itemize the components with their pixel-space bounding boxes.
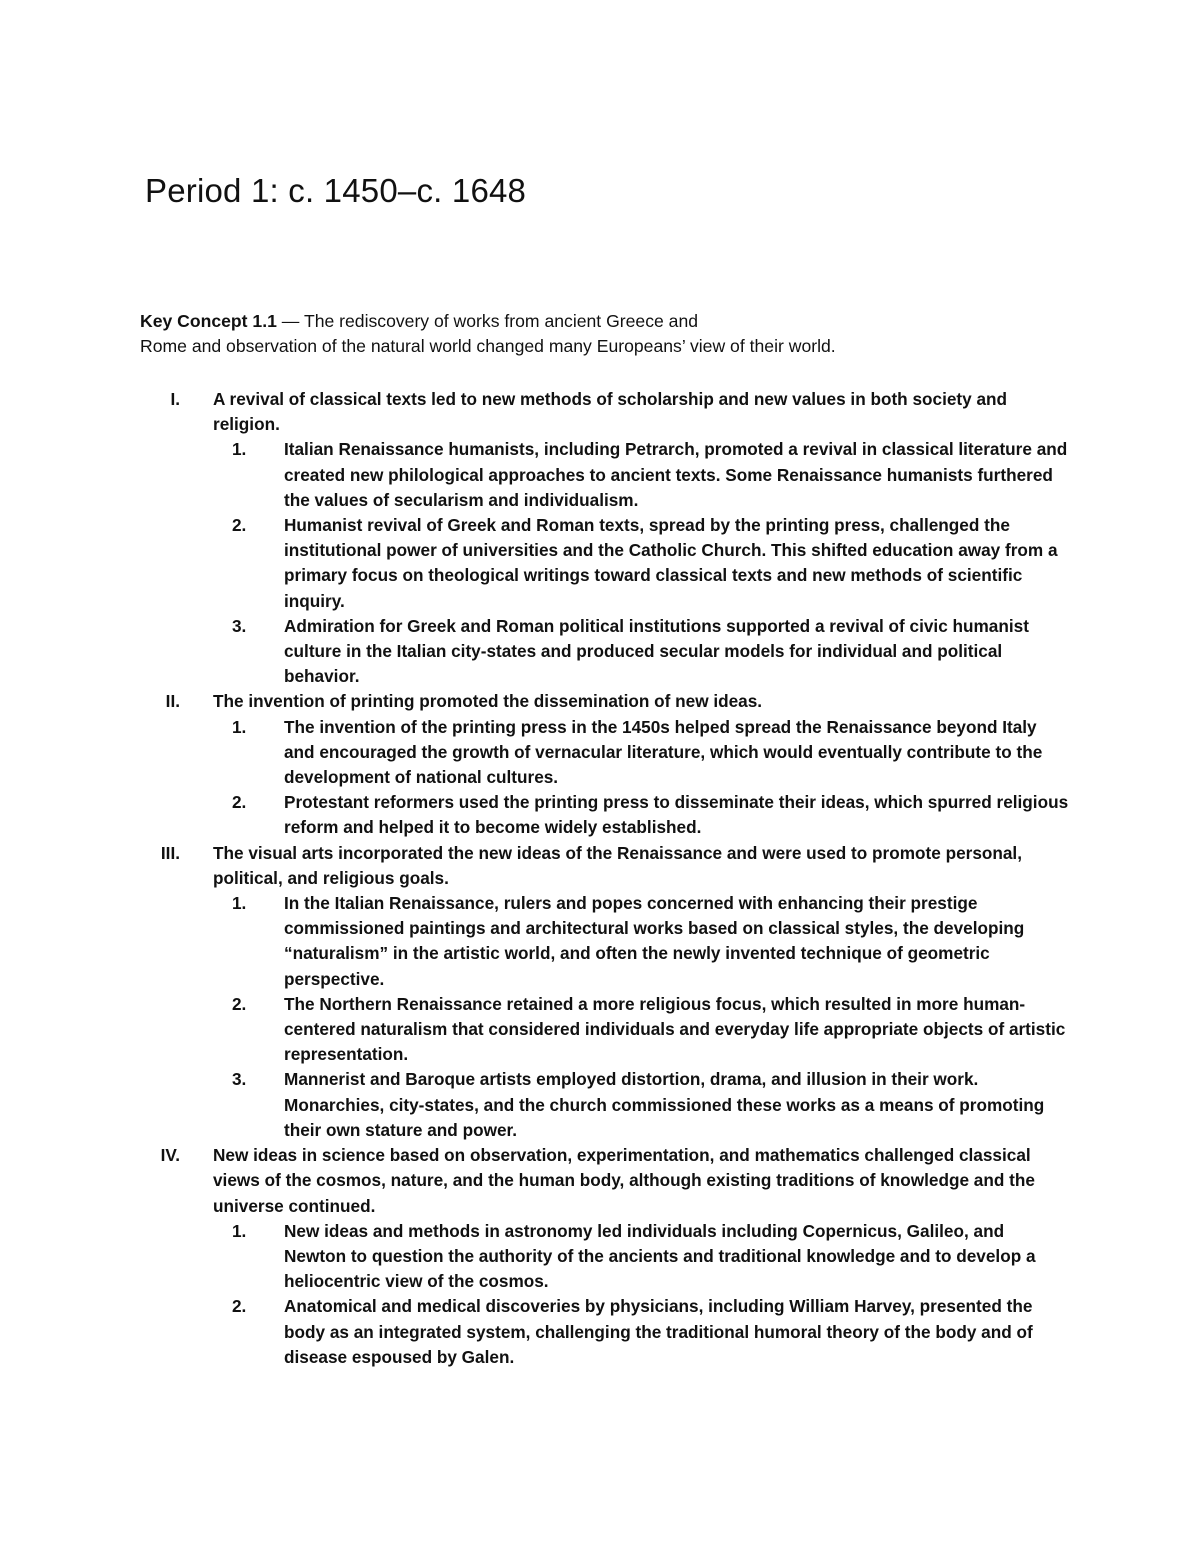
sub-item-number: 2.: [232, 1296, 247, 1317]
key-concept-intro: [140, 309, 1080, 359]
page-title: Period 1: c. 1450–c. 1648: [145, 172, 527, 209]
section-iv: [140, 1143, 1070, 1370]
sub-item-number: 1.: [232, 1220, 247, 1241]
sub-item: [213, 614, 1070, 690]
section-number: II.: [165, 691, 180, 712]
sub-item-number: 2.: [232, 993, 247, 1014]
sub-item-text: Admiration for Greek and Roman political institutions supported a revival of civic humanist culture in the Italian city-states and produced secular models for individual and political behavior.: [284, 615, 1029, 687]
sub-item-number: 1.: [232, 716, 247, 737]
sub-list: [213, 715, 1070, 841]
sub-item-number: 1.: [232, 439, 247, 460]
section-text: A revival of classical texts led to new methods of scholarship and new values in both society and religion.: [213, 389, 1008, 435]
sub-item: [213, 1294, 1070, 1370]
section-ii: [140, 689, 1070, 840]
sub-item: [213, 992, 1070, 1068]
sub-item-text: The invention of the printing press in the 1450s helped spread the Renaissance beyond Italy and encouraged the growth of vernacular literature, which would eventually contribute to the development of national cultures.: [284, 716, 1043, 788]
sub-item-text: Humanist revival of Greek and Roman texts, spread by the printing press, challenged the institutional power of universities and the Catholic Church. This shifted education away from a primary focus on theological writings toward classical texts and new methods of scientific inquiry.: [284, 515, 1058, 611]
sub-list: [213, 891, 1070, 1143]
section-text: The invention of printing promoted the dissemination of new ideas.: [213, 691, 763, 712]
sub-item-number: 2.: [232, 792, 247, 813]
sub-item-text: In the Italian Renaissance, rulers and popes concerned with enhancing their prestige commissioned paintings and architectural works based on classical styles, the developing “naturalism” in the artistic world, and often the newly invented technique of geometric perspective.: [284, 893, 1025, 989]
sub-item-text: The Northern Renaissance retained a more religious focus, which resulted in more human-centered naturalism that considered individuals and everyday life appropriate objects of artistic representation.: [284, 993, 1066, 1065]
section-i: [140, 387, 1070, 689]
sub-item-text: Protestant reformers used the printing press to disseminate their ideas, which spurred religious reform and helped it to become widely established.: [284, 792, 1069, 838]
sub-item-number: 1.: [232, 893, 247, 914]
sub-item-number: 2.: [232, 515, 247, 536]
sub-list: [213, 437, 1070, 689]
sub-item: [213, 513, 1070, 614]
sub-item-text: New ideas and methods in astronomy led individuals including Copernicus, Galileo, and Newton to question the authority of the ancients and traditional knowledge and to develop a heliocentric view of the cosmos.: [284, 1220, 1036, 1292]
sub-item: [213, 790, 1070, 840]
sub-item: [213, 715, 1070, 791]
sub-item-text: Mannerist and Baroque artists employed distortion, drama, and illusion in their work. Monarchies, city-states, and the church commissioned these works as a means of promoting their own stature and power.: [284, 1069, 1045, 1140]
sub-item: [213, 1219, 1070, 1295]
key-concept-line-1: — The rediscovery of works from ancient Greece and: [276, 311, 699, 331]
sub-item-number: 3.: [232, 1069, 247, 1090]
section-number: I.: [170, 389, 180, 409]
key-concept-label: Key Concept 1.1: [140, 311, 277, 331]
sub-item: [213, 891, 1070, 992]
outline-list: [140, 387, 1070, 1370]
key-concept-line-2: Rome and observation of the natural world changed many Europeans’ view of their world.: [140, 336, 836, 356]
sub-list: [213, 1219, 1070, 1370]
sub-item-text: Italian Renaissance humanists, including Petrarch, promoted a revival in classical literature and created new philological approaches to ancient texts. Some Renaissance humanists furthered the values of secularism and individualism.: [284, 439, 1068, 510]
section-text: The visual arts incorporated the new ideas of the Renaissance and were used to promote personal, political, and religious goals.: [213, 842, 1022, 888]
sub-item: [213, 1067, 1070, 1143]
section-number: IV.: [160, 1145, 180, 1166]
sub-item-number: 3.: [232, 615, 247, 636]
section-number: III.: [160, 842, 180, 863]
section-iii: [140, 841, 1070, 1143]
sub-item-text: Anatomical and medical discoveries by physicians, including William Harvey, presented the body as an integrated system, challenging the traditional humoral theory of the body and of disease espoused by Galen.: [284, 1296, 1033, 1367]
sub-item: [213, 437, 1070, 513]
section-text: New ideas in science based on observation, experimentation, and mathematics challenged classical views of the cosmos, nature, and the human body, although existing traditions of knowledge and the universe continued.: [213, 1145, 1035, 1216]
